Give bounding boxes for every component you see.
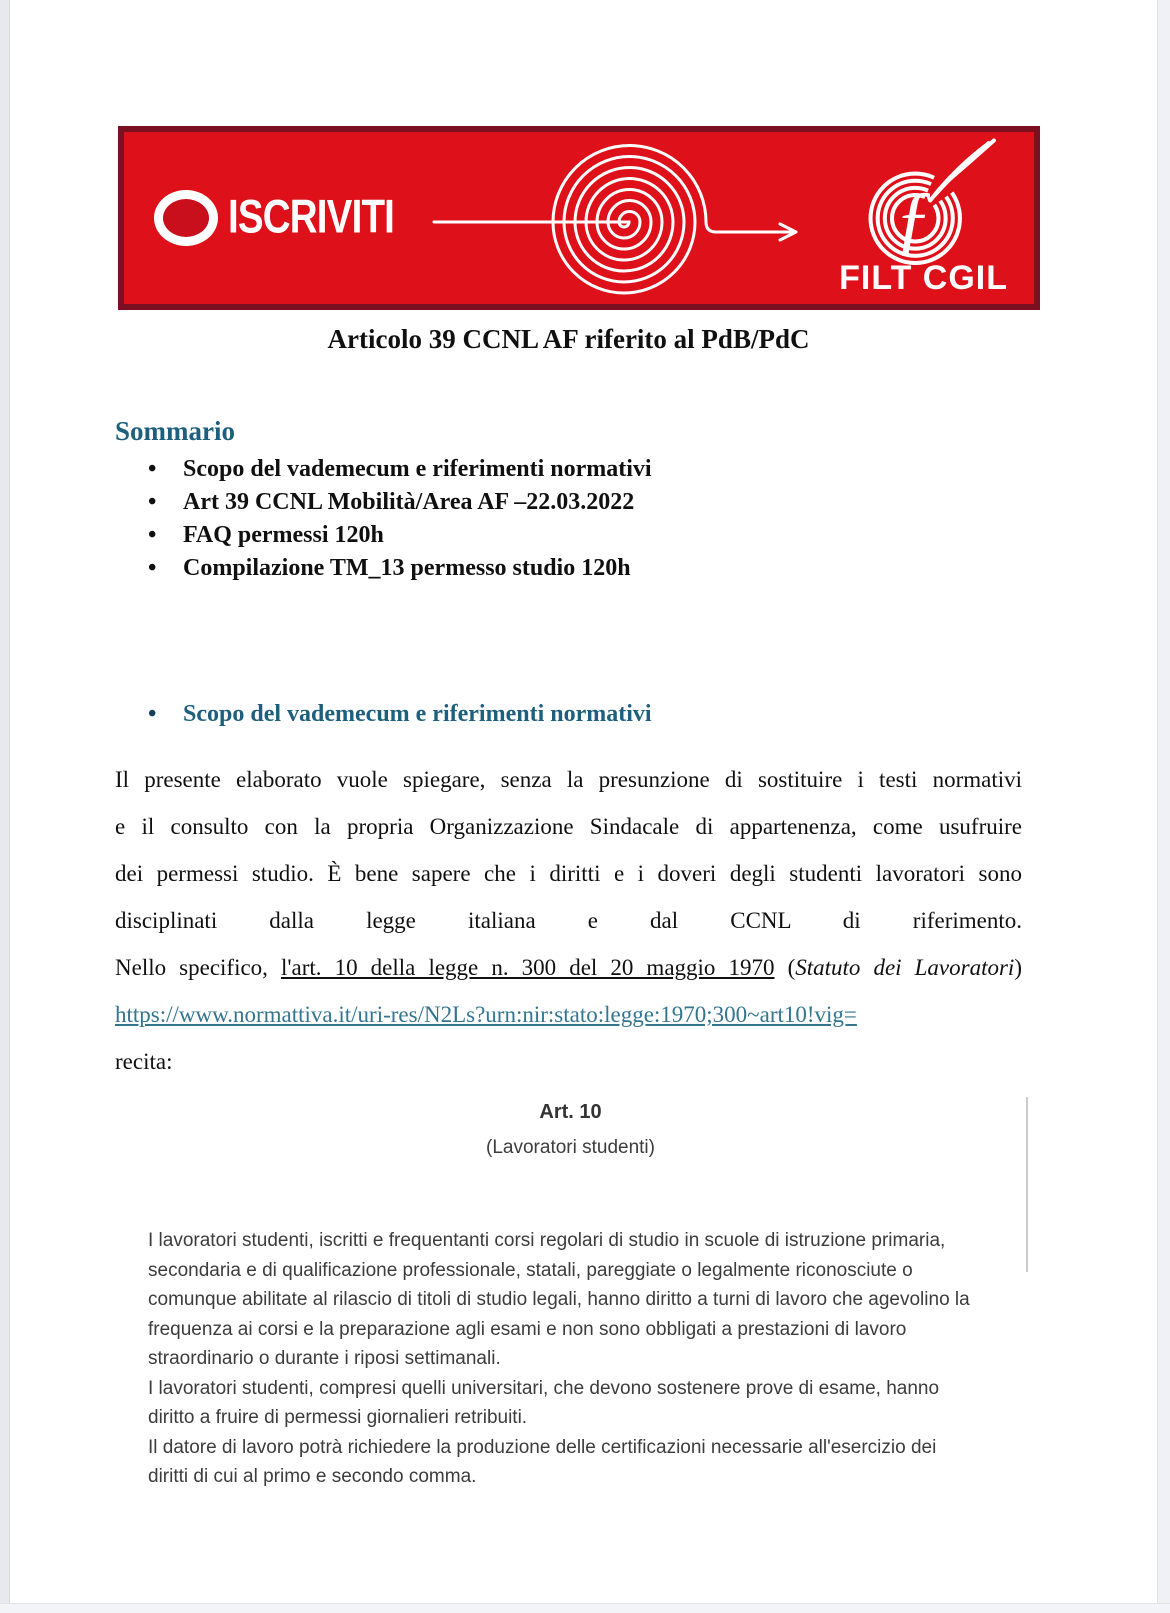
paren-open: ( bbox=[774, 955, 796, 980]
law-reference: l'art. 10 della legge n. 300 del 20 maggio 1970 bbox=[281, 955, 775, 980]
filt-cgil-iscriviti-banner[interactable] bbox=[118, 126, 1040, 310]
sommario-heading: Sommario bbox=[115, 416, 235, 446]
iscriviti-label: ISCRIVITI bbox=[228, 189, 395, 243]
normattiva-link[interactable]: https://www.normattiva.it/uri-res/N2Ls?urn:nir:stato:legge:1970;300~art10!vig= bbox=[115, 1002, 857, 1027]
list-item-label: FAQ permessi 120h bbox=[183, 522, 384, 548]
sommario-list bbox=[115, 453, 1022, 585]
paragraph-line: e il consulto con la propria Organizzazione Sindacale di appartenenza, come usufruire bbox=[115, 814, 1022, 839]
section-heading-label: Scopo del vademecum e riferimenti normativi bbox=[183, 701, 652, 727]
page-bottom-edge bbox=[0, 1603, 1170, 1613]
paren-close: ) bbox=[1014, 955, 1022, 980]
link-line bbox=[115, 991, 1022, 1038]
document-title: Articolo 39 CCNL AF riferito al PdB/PdC bbox=[327, 324, 810, 354]
paragraph-line: dei permessi studio. È bene sapere che i diritti e i doveri degli studenti lavoratori sono bbox=[115, 861, 1022, 886]
quote-paragraph: Il datore di lavoro potrà richiedere la produzione delle certificazioni necessarie all'esercizio dei diritti di cui al primo e secondo comma. bbox=[148, 1436, 937, 1487]
quote-scrollbar bbox=[1026, 1097, 1028, 1272]
paragraph-line: Il presente elaborato vuole spiegare, senza la presunzione di sostituire i testi normativi bbox=[115, 767, 1022, 792]
section-heading bbox=[115, 698, 1022, 731]
sommario-section bbox=[115, 416, 1022, 585]
list-item bbox=[115, 552, 1022, 585]
page-right-edge bbox=[1157, 0, 1170, 1613]
svg-text:ƒ: ƒ bbox=[893, 176, 934, 264]
list-item bbox=[115, 519, 1022, 552]
quote-paragraph: I lavoratori studenti, compresi quelli universitari, che devono sostenere prove di esame, hanno diritto a fruire di permessi giornalieri retribuiti. bbox=[148, 1377, 940, 1428]
quote-block bbox=[148, 1100, 993, 1492]
bullet-icon: • bbox=[148, 701, 157, 727]
recita-line: recita: bbox=[115, 1049, 173, 1074]
section-heading-block bbox=[115, 698, 1022, 731]
reference-prefix: Nello specifico, bbox=[115, 955, 281, 980]
statuto-italic: Statuto dei Lavoratori bbox=[795, 955, 1015, 980]
list-item bbox=[115, 486, 1022, 519]
quote-paragraph: I lavoratori studenti, iscritti e frequentanti corsi regolari di studio in scuole di istruzione primaria, secondaria e di qualificazione professionale, statali, pareggiate o legalmente riconosciute o comunque abilitate al rilascio di titoli di studio legali, hanno diritto a turni di lavoro che agevolino la frequenza ai corsi e la preparazione agli esami e non sono obbligati a prestazioni di lavoro straordinario o durante i riposi settimanali. bbox=[148, 1230, 970, 1369]
bullet-icon: • bbox=[148, 555, 157, 581]
quote-heading: Art. 10 bbox=[539, 1101, 602, 1123]
list-item-label: Scopo del vademecum e riferimenti normativi bbox=[183, 456, 652, 482]
quote-text bbox=[148, 1226, 980, 1492]
filt-cgil-label: FILT CGIL bbox=[839, 259, 1008, 297]
bullet-icon: • bbox=[148, 489, 157, 515]
list-item bbox=[115, 453, 1022, 486]
oval-icon bbox=[154, 190, 218, 246]
body-paragraph bbox=[115, 756, 1022, 1085]
list-item-label: Art 39 CCNL Mobilità/Area AF –22.03.2022 bbox=[183, 489, 635, 515]
reference-line bbox=[115, 944, 1022, 991]
bullet-icon: • bbox=[148, 456, 157, 482]
spiral-arrow-icon bbox=[414, 126, 824, 310]
bullet-icon: • bbox=[148, 522, 157, 548]
page-left-edge bbox=[0, 0, 10, 1613]
paragraph-line: disciplinati dalla legge italiana e dal CCNL di riferimento. bbox=[115, 908, 1022, 933]
list-item-label: Compilazione TM_13 permesso studio 120h bbox=[183, 555, 631, 581]
quote-subheading: (Lavoratori studenti) bbox=[486, 1137, 655, 1158]
